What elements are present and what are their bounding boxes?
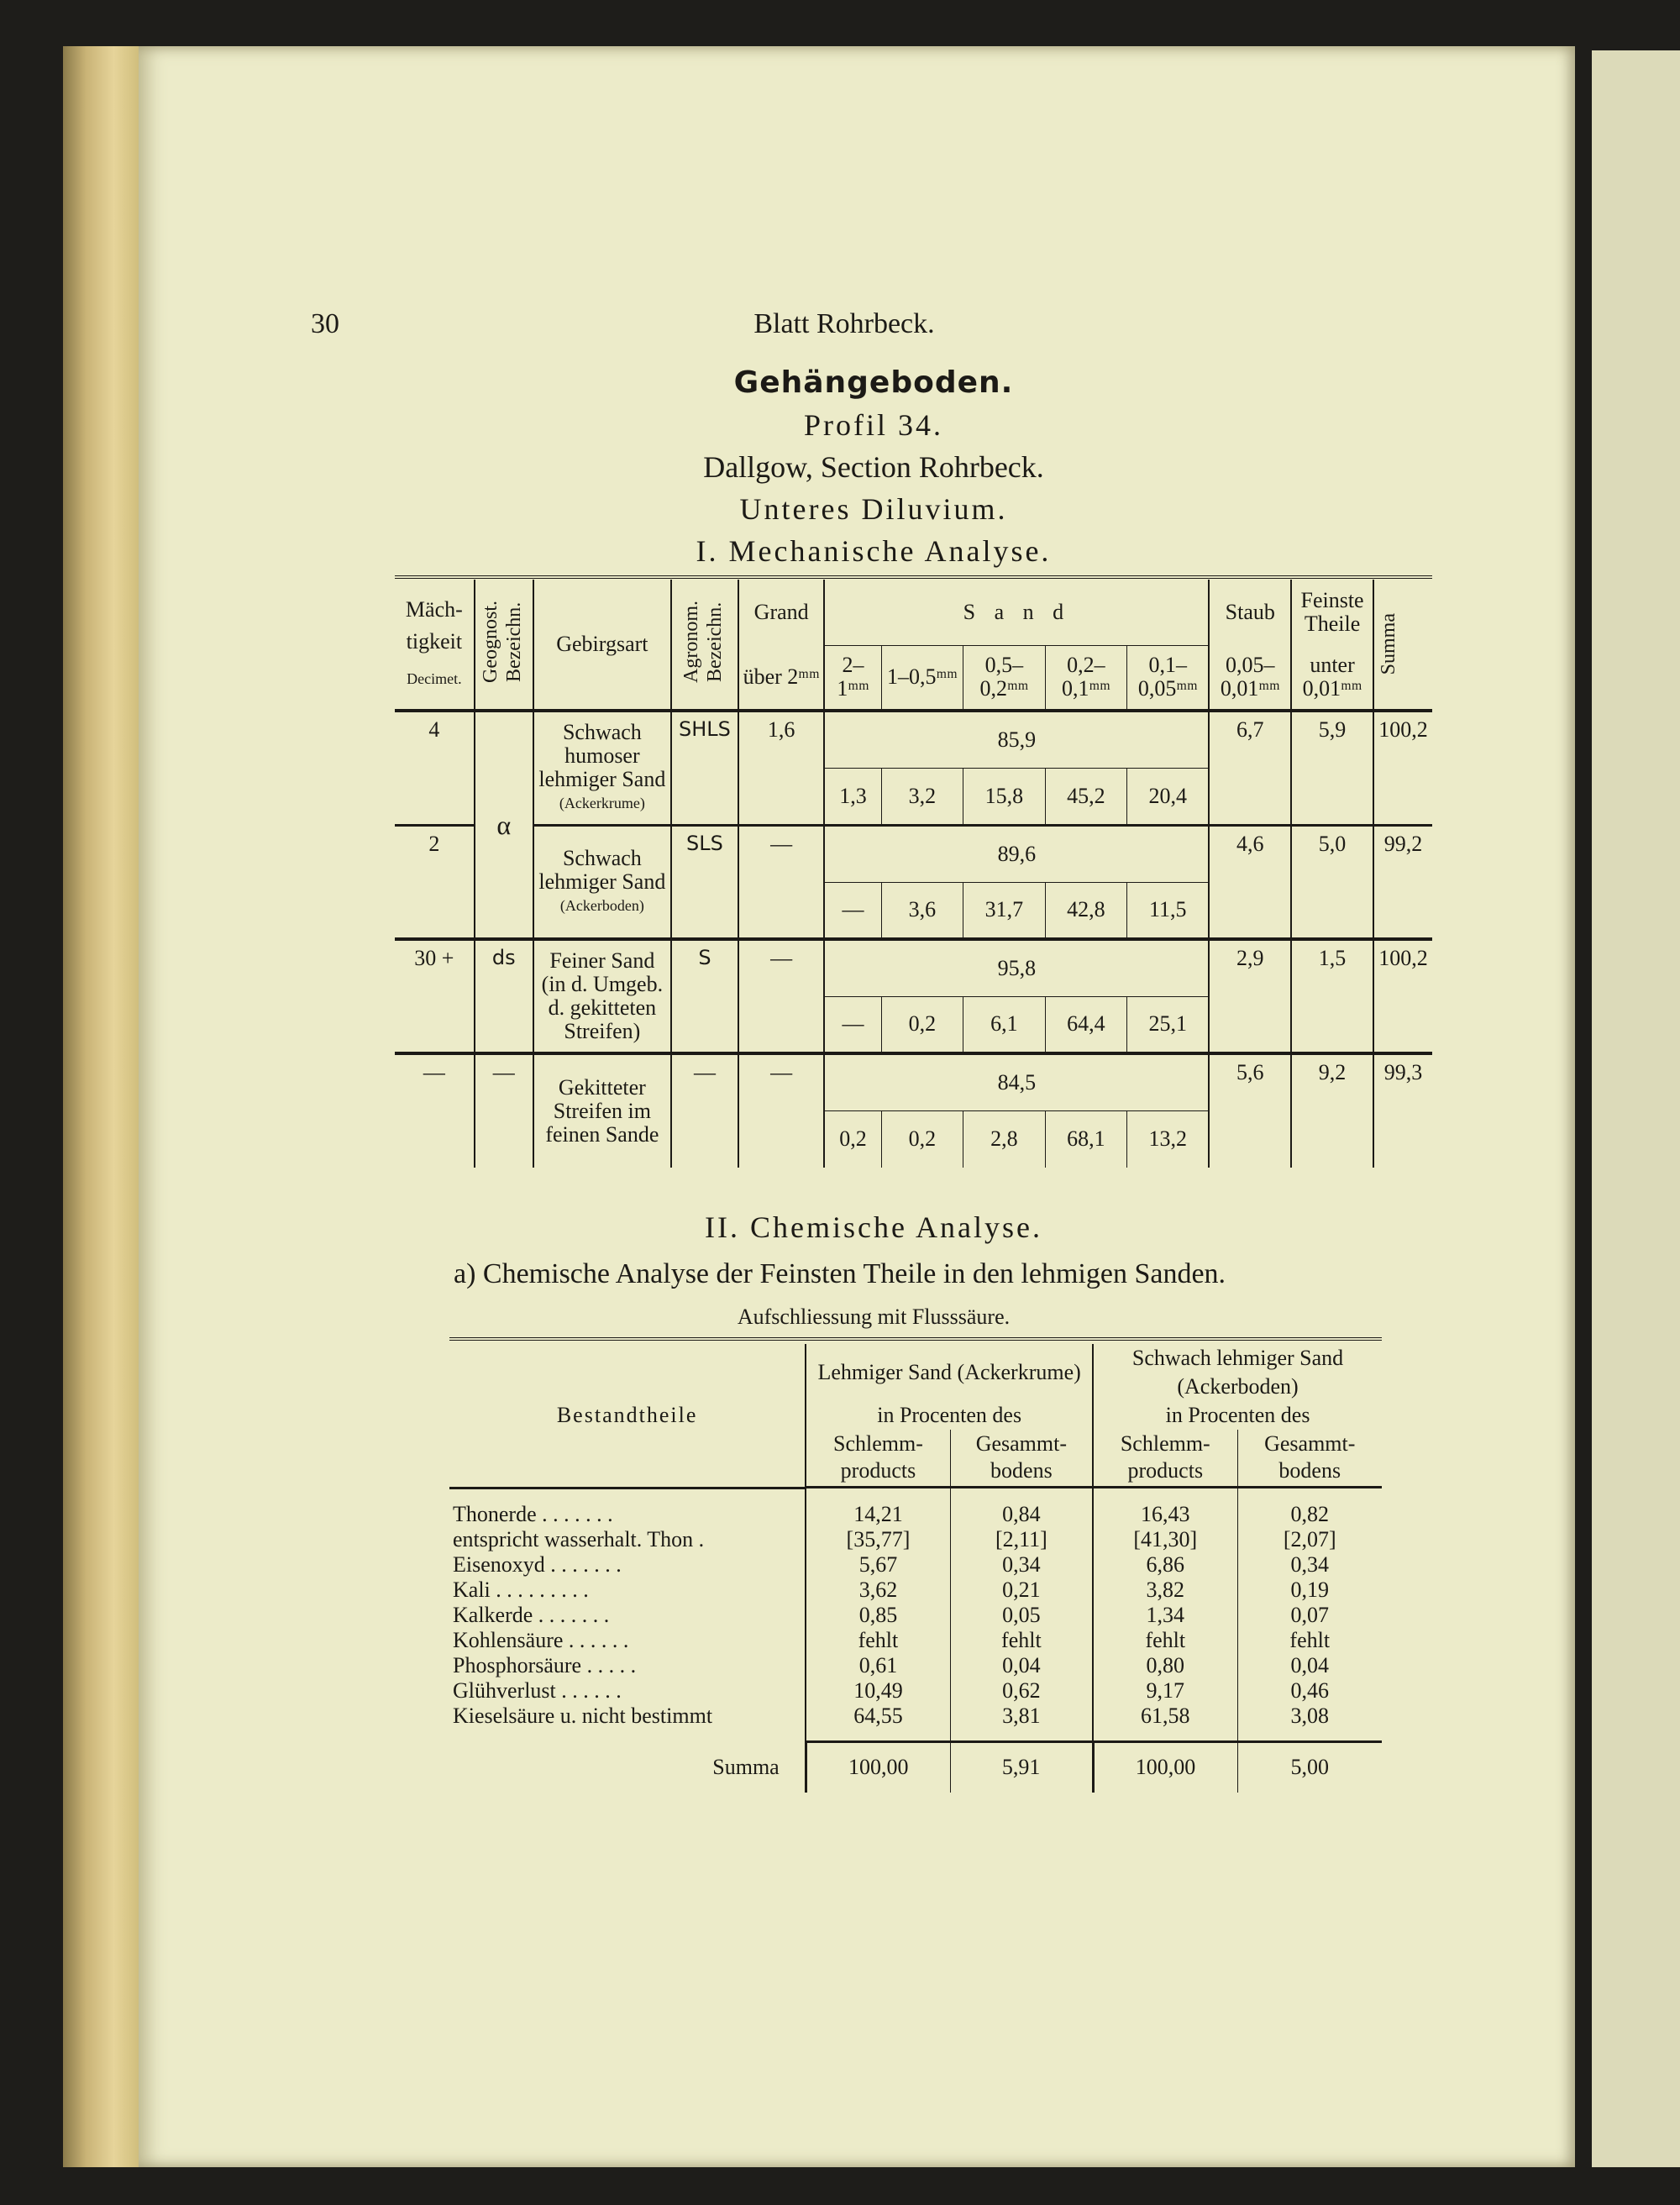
row2-maechtigkeit-spacer bbox=[395, 882, 475, 939]
header-grand: Grand bbox=[738, 580, 825, 645]
row4-sand-1: 0,2 bbox=[824, 1110, 881, 1168]
header-sand-col-3: 0,5–0,2ᵐᵐ bbox=[963, 645, 1046, 711]
row1-agronom: SHLS bbox=[671, 711, 738, 825]
header-schlemm-2: Schlemm-products bbox=[1093, 1430, 1237, 1487]
header-sand-col-2: 1–0,5ᵐᵐ bbox=[881, 645, 963, 711]
row3-agronom: S bbox=[671, 939, 738, 1053]
row3-sand-1: — bbox=[824, 996, 881, 1053]
main-title: Gehängeboden. bbox=[733, 365, 1014, 400]
chem-top-rule bbox=[449, 1337, 1382, 1341]
summa-label: Summa bbox=[712, 1754, 780, 1779]
row2-feinste: 5,0 bbox=[1291, 825, 1373, 939]
header-procenten-1: in Procenten des bbox=[806, 1401, 1093, 1430]
summa-cell: 100,00 bbox=[806, 1742, 950, 1793]
chem-row-name: Glühverlust . . . . . . bbox=[453, 1677, 622, 1703]
row1-gebirgsart-text: Schwach humoser lehmiger Sand bbox=[538, 720, 666, 792]
header-maechtigkeit bbox=[395, 580, 475, 711]
row2-gebirgsart bbox=[533, 825, 671, 939]
row1-summa: 100,2 bbox=[1373, 711, 1432, 825]
row4-gebirgsart: Gekitteter Streifen im feinen Sande bbox=[533, 1053, 671, 1168]
row2-gebirgsart-text: Schwach lehmiger Sand bbox=[538, 845, 666, 894]
row2-agronom: SLS bbox=[671, 825, 738, 939]
header-maechtigkeit-line1: Mäch- bbox=[405, 597, 463, 622]
row3-staub: 2,9 bbox=[1209, 939, 1291, 1053]
row4-maechtigkeit: — bbox=[423, 1060, 445, 1084]
chem-cell: fehlt bbox=[950, 1628, 1093, 1653]
header-geognost bbox=[475, 580, 533, 711]
header-group1: Lehmiger Sand (Ackerkrume) bbox=[806, 1344, 1093, 1401]
row4-sand-3: 2,8 bbox=[963, 1110, 1046, 1168]
row1-sand-3: 15,8 bbox=[963, 768, 1046, 825]
header-sand-col-1: 2–1ᵐᵐ bbox=[824, 645, 881, 711]
section-chemische: II. Chemische Analyse. bbox=[705, 1210, 1042, 1244]
chem-cell: [35,77] bbox=[806, 1527, 950, 1552]
chem-cell: fehlt bbox=[1237, 1628, 1382, 1653]
row2-sand-3: 31,7 bbox=[963, 882, 1046, 939]
header-gebirgsart: Gebirgsart bbox=[533, 580, 671, 711]
row3-sand-2: 0,2 bbox=[881, 996, 963, 1053]
mechanical-analysis-table bbox=[395, 580, 1432, 1168]
header-feinste: Feinste Theile bbox=[1291, 580, 1373, 645]
chem-cell: 0,05 bbox=[950, 1603, 1093, 1628]
row1-feinste: 5,9 bbox=[1291, 711, 1373, 825]
table-top-rule bbox=[395, 575, 1432, 579]
facing-page-edge bbox=[1592, 50, 1680, 2167]
header-summa-text: Summa bbox=[1377, 613, 1399, 675]
summa-cell: 5,91 bbox=[950, 1742, 1093, 1793]
chem-cell: 0,34 bbox=[1237, 1552, 1382, 1578]
row1-sand-1: 1,3 bbox=[824, 768, 881, 825]
header-agronom-text: Agronom. Bezeichn. bbox=[680, 600, 726, 683]
summa-cell: 5,00 bbox=[1237, 1742, 1382, 1793]
chem-cell: 61,58 bbox=[1093, 1704, 1237, 1729]
row3-sand-4: 64,4 bbox=[1045, 996, 1127, 1053]
row4-sand-total: 84,5 bbox=[824, 1053, 1209, 1110]
chem-cell: 14,21 bbox=[806, 1502, 950, 1527]
header-bestandtheile: Bestandtheile bbox=[449, 1344, 806, 1488]
chem-cell: [2,07] bbox=[1237, 1527, 1382, 1552]
header-group2: Schwach lehmiger Sand (Ackerboden) bbox=[1093, 1344, 1382, 1401]
chem-cell: 0,62 bbox=[950, 1678, 1093, 1704]
row3-feinste: 1,5 bbox=[1291, 939, 1373, 1053]
chem-cell: 3,08 bbox=[1237, 1704, 1382, 1729]
header-sand-col-5: 0,1–0,05ᵐᵐ bbox=[1127, 645, 1210, 711]
row3-maechtigkeit-spacer bbox=[395, 996, 475, 1053]
row3-grand: — bbox=[738, 939, 825, 1053]
header-summa bbox=[1373, 580, 1432, 711]
row1-maechtigkeit: 4 bbox=[428, 717, 440, 742]
page-number: 30 bbox=[311, 308, 339, 339]
row1-sand-2: 3,2 bbox=[881, 768, 963, 825]
chem-cell: 0,07 bbox=[1237, 1603, 1382, 1628]
row2-staub: 4,6 bbox=[1209, 825, 1291, 939]
chem-cell: 0,85 bbox=[806, 1603, 950, 1628]
chem-cell: 0,34 bbox=[950, 1552, 1093, 1578]
row3-summa: 100,2 bbox=[1373, 939, 1432, 1053]
row4-geognost: — bbox=[475, 1053, 533, 1168]
row1-gebirgsart bbox=[533, 711, 671, 825]
chem-row-name: Kieselsäure u. nicht bestimmt bbox=[453, 1703, 713, 1728]
header-agronom bbox=[671, 580, 738, 711]
row2-grand: — bbox=[738, 825, 825, 939]
row3-gebirgsart: Feiner Sand (in d. Umgeb. d. gekitteten Streifen) bbox=[533, 939, 671, 1053]
chemical-analysis-table bbox=[449, 1344, 1382, 1793]
chem-row-name: Kalkerde . . . . . . . bbox=[453, 1602, 610, 1627]
row1-staub: 6,7 bbox=[1209, 711, 1291, 825]
running-title: Blatt Rohrbeck. bbox=[753, 308, 935, 339]
chem-note: Aufschliessung mit Flusssäure. bbox=[737, 1305, 1011, 1329]
header-staub: Staub bbox=[1209, 580, 1291, 645]
row4-agronom: — bbox=[671, 1053, 738, 1168]
row2-sand-total: 89,6 bbox=[824, 825, 1209, 882]
chem-cell: 0,84 bbox=[950, 1502, 1093, 1527]
chem-row-name: Kohlensäure . . . . . . bbox=[453, 1627, 629, 1652]
chem-cell: 0,21 bbox=[950, 1578, 1093, 1603]
row2-sand-2: 3,6 bbox=[881, 882, 963, 939]
row1-sand-total: 85,9 bbox=[824, 711, 1209, 768]
row1-grand: 1,6 bbox=[738, 711, 825, 825]
chem-cell: [41,30] bbox=[1093, 1527, 1237, 1552]
chem-cell: 5,67 bbox=[806, 1552, 950, 1578]
header-staub-sub: 0,05–0,01ᵐᵐ bbox=[1209, 645, 1291, 711]
section-mechanische: I. Mechanische Analyse. bbox=[696, 534, 1052, 568]
chem-cell: 0,04 bbox=[1237, 1653, 1382, 1678]
row2-summa: 99,2 bbox=[1373, 825, 1432, 939]
header-decimet: Decimet. bbox=[407, 670, 462, 687]
chem-cell: 3,82 bbox=[1093, 1578, 1237, 1603]
row2-maechtigkeit: 2 bbox=[428, 831, 440, 856]
formation-title: Unteres Diluvium. bbox=[739, 492, 1008, 526]
chem-cell: 3,81 bbox=[950, 1704, 1093, 1729]
row1-note: (Ackerkrume) bbox=[559, 795, 645, 812]
row4-sand-5: 13,2 bbox=[1127, 1110, 1210, 1168]
header-grand-sub: über 2ᵐᵐ bbox=[738, 645, 825, 711]
chem-cell: 3,62 bbox=[806, 1578, 950, 1603]
chem-cell: 0,46 bbox=[1237, 1678, 1382, 1704]
chem-cell: 9,17 bbox=[1093, 1678, 1237, 1704]
row3-sand-3: 6,1 bbox=[963, 996, 1046, 1053]
row2-sand-5: 11,5 bbox=[1127, 882, 1210, 939]
row4-sand-4: 68,1 bbox=[1045, 1110, 1127, 1168]
row4-grand: — bbox=[738, 1053, 825, 1168]
row3-maechtigkeit: 30 + bbox=[414, 946, 454, 970]
row1-sand-4: 45,2 bbox=[1045, 768, 1127, 825]
chem-cell: 64,55 bbox=[806, 1704, 950, 1729]
row1-sand-5: 20,4 bbox=[1127, 768, 1210, 825]
chem-cell: 0,80 bbox=[1093, 1653, 1237, 1678]
chem-cell: 0,19 bbox=[1237, 1578, 1382, 1603]
row2-sand-4: 42,8 bbox=[1045, 882, 1127, 939]
row2-note: (Ackerboden) bbox=[559, 896, 644, 914]
chem-cell: 6,86 bbox=[1093, 1552, 1237, 1578]
chem-cell: 10,49 bbox=[806, 1678, 950, 1704]
header-sand-col-4: 0,2–0,1ᵐᵐ bbox=[1045, 645, 1127, 711]
chem-cell: 0,61 bbox=[806, 1653, 950, 1678]
header-procenten-2: in Procenten des bbox=[1093, 1401, 1382, 1430]
header-schlemm-1: Schlemm-products bbox=[806, 1430, 950, 1487]
chem-row-name: Phosphorsäure . . . . . bbox=[453, 1652, 637, 1677]
chem-cell: fehlt bbox=[806, 1628, 950, 1653]
chem-row-name: Eisenoxyd . . . . . . . bbox=[453, 1551, 622, 1577]
row3-sand-5: 25,1 bbox=[1127, 996, 1210, 1053]
row4-maechtigkeit-spacer bbox=[395, 1110, 475, 1168]
chem-cell: [2,11] bbox=[950, 1527, 1093, 1552]
row4-summa: 99,3 bbox=[1373, 1053, 1432, 1168]
row2-sand-1: — bbox=[824, 882, 881, 939]
header-gesammt-1: Gesammt-bodens bbox=[950, 1430, 1093, 1487]
row1-maechtigkeit-spacer bbox=[395, 768, 475, 825]
chem-cell: 0,82 bbox=[1237, 1502, 1382, 1527]
chem-cell: 0,04 bbox=[950, 1653, 1093, 1678]
row4-feinste: 9,2 bbox=[1291, 1053, 1373, 1168]
location-title: Dallgow, Section Rohrbeck. bbox=[703, 450, 1044, 484]
header-geognost-text: Geognost. Bezeichn. bbox=[479, 600, 525, 683]
row3-geognost: ds bbox=[475, 939, 533, 1053]
chem-cell: 1,34 bbox=[1093, 1603, 1237, 1628]
row4-staub: 5,6 bbox=[1209, 1053, 1291, 1168]
profile-title: Profil 34. bbox=[803, 408, 943, 442]
summa-cell: 100,00 bbox=[1093, 1742, 1237, 1793]
geognost-alpha: α bbox=[475, 711, 533, 939]
chem-cell: fehlt bbox=[1093, 1628, 1237, 1653]
running-header bbox=[311, 298, 1436, 340]
chem-row-name: Thonerde . . . . . . . bbox=[453, 1501, 613, 1526]
header-maechtigkeit-line2: tigkeit bbox=[406, 629, 463, 654]
chem-cell: 16,43 bbox=[1093, 1502, 1237, 1527]
chem-row-name: Kali . . . . . . . . . bbox=[453, 1577, 589, 1602]
chem-subtitle: a) Chemische Analyse der Feinsten Theile in den lehmigen Sanden. bbox=[454, 1258, 1226, 1289]
chem-row-name: entspricht wasserhalt. Thon . bbox=[453, 1526, 705, 1551]
header-gesammt-2: Gesammt-bodens bbox=[1237, 1430, 1382, 1487]
row4-sand-2: 0,2 bbox=[881, 1110, 963, 1168]
row3-sand-total: 95,8 bbox=[824, 939, 1209, 996]
header-sand: S a n d bbox=[824, 580, 1209, 645]
header-feinste-sub: unter 0,01ᵐᵐ bbox=[1291, 645, 1373, 711]
